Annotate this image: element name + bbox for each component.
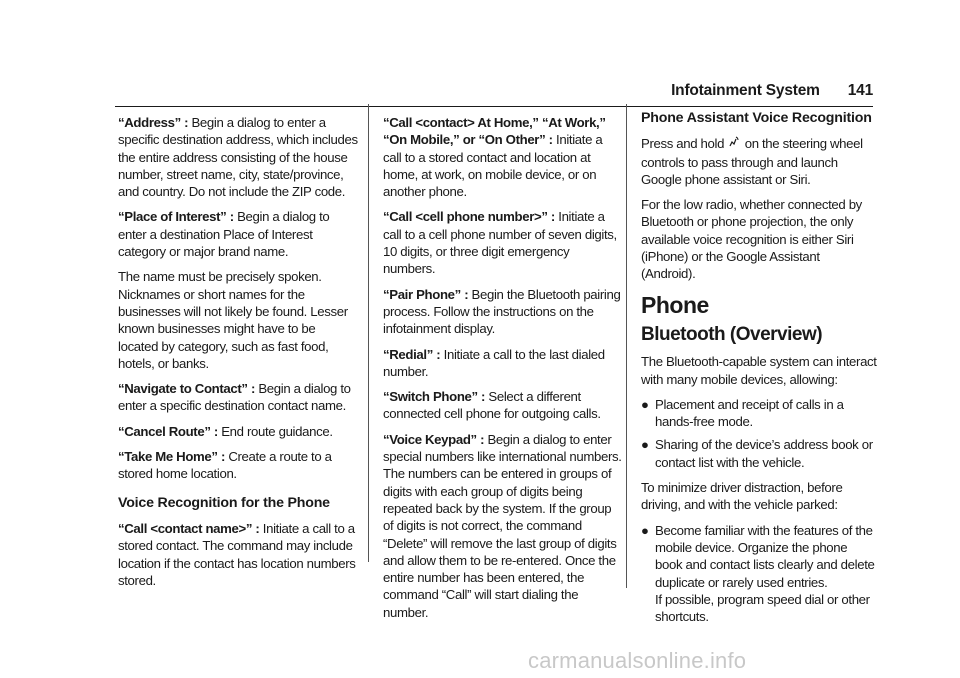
bullet-icon: ● <box>641 396 649 412</box>
bullet-icon: ● <box>641 437 649 453</box>
page-header <box>671 82 873 100</box>
command-text: Begin a dialog to enter special numbers like international numbers. The numbers can be entered in groups of digits with each group of digits being repeated back by the system. If the group of digits is not correct, the command “Delete” will remove the last group of digits and allow them to be re-entered. Once the entire number has been entered, the command “Call” will start dialing the number. <box>383 431 622 620</box>
paragraph <box>383 346 623 381</box>
paragraph <box>118 520 358 589</box>
command-label: “Navigate to Contact” : <box>118 381 256 397</box>
command-text: Initiate a call to the last dialed number. <box>383 346 605 379</box>
chapter-heading: Phone <box>641 291 709 318</box>
page-number: 141 <box>847 82 873 99</box>
paragraph: The Bluetooth-capable system can interact with many mobile devices, allowing: <box>641 354 877 387</box>
command-label: “Take Me Home” : <box>118 449 226 465</box>
paragraph <box>383 114 623 200</box>
command-label: “Switch Phone” : <box>383 389 486 405</box>
command-text: Create a route to a stored home location. <box>118 449 332 482</box>
command-label: “Place of Interest” : <box>118 209 234 225</box>
list-item <box>641 522 877 626</box>
paragraph <box>383 286 623 338</box>
bullet-list <box>641 396 877 471</box>
command-text: Select a different connected cell phone for outgoing calls. <box>383 389 601 422</box>
column-divider <box>626 104 627 588</box>
command-label: “Redial” : <box>383 346 441 362</box>
list-item-text: If possible, program speed dial or other shortcuts. <box>655 591 870 625</box>
paragraph <box>383 431 623 621</box>
list-item-text: Placement and receipt of calls in a hands-free mode. <box>655 396 844 430</box>
paragraph <box>118 423 358 440</box>
column-2 <box>383 114 623 629</box>
ptt-icon <box>728 136 740 153</box>
command-label: “Pair Phone” : <box>383 286 469 302</box>
text: on the steering wheel controls to pass through and launch Google phone assistant or Siri. <box>641 136 863 187</box>
bullet-list <box>641 522 877 626</box>
command-label: “Address” : <box>118 115 189 130</box>
paragraph <box>118 448 358 483</box>
list-item-text: Sharing of the device’s address book or contact list with the vehicle. <box>655 437 873 470</box>
command-label: “Cancel Route” : <box>118 423 218 439</box>
paragraph <box>383 388 623 423</box>
list-item <box>641 436 877 471</box>
paragraph: The name must be precisely spoken. Nicknames or short names for the businesses will not likely be found. Lesser known businesses might have to be located by category, such as fast food, hotels, or banks. <box>118 269 348 371</box>
header-rule <box>115 106 873 107</box>
paragraph <box>118 114 358 200</box>
command-text: Begin the Bluetooth pairing process. Follow the instructions on the infotainment display. <box>383 286 621 337</box>
column-3 <box>641 110 877 633</box>
paragraph: To minimize driver distraction, before driving, and with the vehicle parked: <box>641 480 843 513</box>
command-label: “Call <contact name>” : <box>118 520 260 536</box>
list-item <box>641 396 877 431</box>
paragraph: For the low radio, whether connected by Bluetooth or phone projection, the only available voice recognition is either Siri (iPhone) or the Google Assistant (Android). <box>641 197 862 282</box>
command-text: End route guidance. <box>217 423 333 439</box>
command-label: “Voice Keypad” : <box>383 431 485 447</box>
bullet-icon: ● <box>641 522 649 538</box>
command-text: Initiate a call to a stored contact. The command may include location if the contact has location numbers stored. <box>118 520 356 588</box>
watermark: carmanualsonline.info <box>528 648 747 673</box>
command-text: Begin a dialog to enter a specific destination contact name. <box>118 381 351 414</box>
paragraph <box>118 208 358 260</box>
section-heading: Phone Assistant Voice Recognition <box>641 110 872 126</box>
text: Press and hold <box>641 136 728 152</box>
column-divider <box>368 104 369 562</box>
column-1 <box>118 114 358 597</box>
command-text: Begin a dialog to enter a destination Place of Interest category or major brand name. <box>118 209 330 260</box>
paragraph <box>641 135 877 188</box>
command-label: “Call <contact> At Home,” “At Work,” “On Mobile,” or “On Other” : <box>383 115 606 148</box>
command-text: Initiate a call to a cell phone number of seven digits, 10 digits, or three digit emergency numbers. <box>383 209 617 277</box>
paragraph <box>118 380 358 415</box>
list-item-text: Become familiar with the features of the mobile device. Organize the phone book and contact lists clearly and delete duplicate or rarely used entries. <box>655 522 875 590</box>
section-heading: Voice Recognition for the Phone <box>118 494 330 511</box>
paragraph <box>383 208 623 277</box>
subsection-heading: Bluetooth (Overview) <box>641 323 823 345</box>
command-text: Begin a dialog to enter a specific destination address, which includes the entire address consisting of the house number, street name, city, state/province, and country. Do not include the ZIP code. <box>118 115 358 200</box>
section-title: Infotainment System <box>671 82 820 99</box>
command-text: Initiate a call to a stored contact and location at home, at work, on mobile device, or on another phone. <box>383 132 603 200</box>
command-label: “Call <cell phone number>” : <box>383 209 555 225</box>
